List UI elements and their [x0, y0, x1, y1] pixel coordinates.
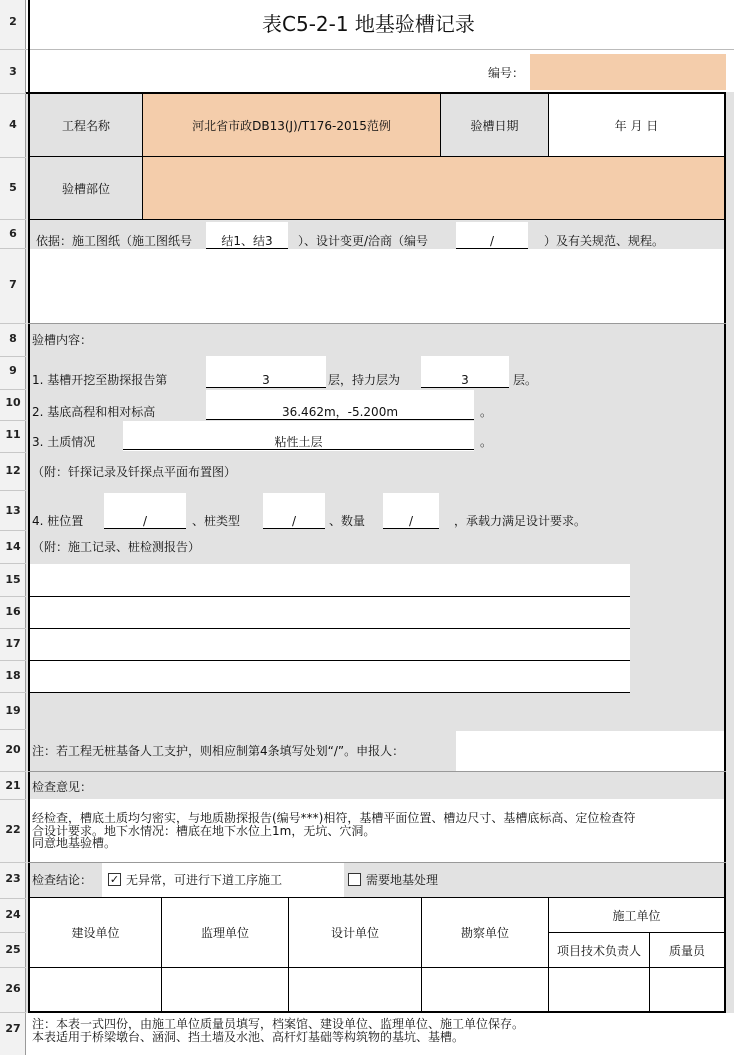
pile-type-field[interactable]: / [263, 514, 325, 529]
row-number[interactable]: 10 [5, 396, 21, 409]
elevation-field[interactable]: 36.462m，-5.200m [206, 405, 474, 420]
row-number[interactable]: 6 [9, 227, 17, 240]
bearing-layer-field[interactable]: 3 [421, 373, 509, 388]
row-number[interactable]: 25 [5, 943, 21, 956]
change-number-field[interactable]: / [456, 234, 528, 249]
opinion-line: 经检查，槽底土质均匀密实，与地质勘探报告(编号***)相符，基槽平面位置、槽边尺寸、基槽底标高、定位检查符 [32, 811, 636, 825]
project-name-label: 工程名称 [30, 94, 142, 156]
item1-prefix: 1. 基槽开挖至勘探报告第 [32, 373, 168, 387]
inspection-date-field[interactable]: 年 月 日 [549, 94, 724, 156]
location-field[interactable] [143, 157, 724, 219]
tech-lead-header: 项目技术负责人 [556, 943, 641, 958]
title-row [26, 0, 734, 49]
conclusion-label: 检查结论： [32, 873, 93, 887]
footer-note-line: 本表适用于桥梁墩台、涵洞、挡土墙及水池、高杆灯基础等构筑物的基坑、基槽。 [32, 1030, 465, 1044]
conclusion-ok-label: 无异常，可进行下道工序施工 [126, 873, 283, 887]
applicant-field[interactable] [456, 731, 724, 771]
row-number[interactable]: 17 [5, 637, 21, 650]
item1-mid: 层，持力层为 [328, 373, 401, 387]
project-name-field[interactable]: 河北省市政DB13(J)/T176-2015范例 [143, 94, 440, 156]
conclusion-treat-checkbox[interactable] [348, 873, 361, 886]
item4-prefix: 4. 桩位置 [32, 514, 84, 528]
item3-prefix: 3. 土质情况 [32, 435, 96, 449]
row-number[interactable]: 19 [5, 704, 21, 717]
row-number[interactable]: 7 [9, 278, 17, 291]
basis-note-area[interactable] [30, 249, 724, 323]
conclusion-ok-checkbox[interactable]: ✓ [109, 873, 120, 886]
opinion-area[interactable] [30, 799, 724, 862]
basis-suffix: ）及有关规范、规程。 [544, 234, 665, 248]
pile-quantity-field[interactable]: / [383, 514, 439, 529]
row-number[interactable]: 26 [5, 982, 21, 995]
item4-suffix: ，承载力满足设计要求。 [454, 514, 587, 528]
contractor-header: 施工单位 [612, 908, 661, 923]
worksheet [26, 0, 734, 1055]
row-number[interactable]: 16 [5, 605, 21, 618]
row-header-column [0, 0, 26, 1055]
basis-middle: ）、设计变更/洽商（编号 [298, 234, 429, 248]
row-number[interactable]: 21 [5, 779, 21, 792]
row-number[interactable]: 23 [5, 872, 21, 885]
basis-prefix: 依据：施工图纸（施工图纸号 [36, 234, 193, 248]
row-number[interactable]: 9 [9, 364, 17, 377]
row-number[interactable]: 8 [9, 332, 17, 345]
designer-header: 设计单位 [330, 926, 379, 940]
row-number[interactable]: 22 [5, 823, 21, 836]
row-number[interactable]: 18 [5, 669, 21, 682]
item3-suffix: 。 [480, 435, 493, 449]
footer-area [26, 1013, 734, 1055]
opinion-line: 合设计要求。地下水情况：槽底在地下水位上1m，无坑、穴洞。 [32, 824, 376, 838]
number-label: 编号： [488, 66, 525, 80]
row-number[interactable]: 5 [9, 181, 17, 194]
page-title: 表C5-2-1 地基验槽记录 [262, 12, 475, 36]
pile-position-field[interactable]: / [104, 514, 186, 529]
layer-field[interactable]: 3 [206, 373, 326, 388]
pile-qty-label: 、数量 [329, 514, 366, 528]
item2-suffix: 。 [480, 405, 493, 419]
row-number[interactable]: 15 [5, 573, 21, 586]
attachment-probe-note: （附：钎探记录及钎探点平面布置图） [32, 465, 237, 479]
row-number[interactable]: 12 [5, 464, 21, 477]
inspection-date-label: 验槽日期 [441, 94, 548, 156]
content-label: 验槽内容： [32, 333, 93, 347]
row-number[interactable]: 11 [5, 428, 21, 441]
row-number[interactable]: 2 [9, 15, 17, 28]
pile-type-label: 、桩类型 [192, 514, 241, 528]
supervisor-header: 监理单位 [200, 926, 249, 940]
surveyor-header: 勘察单位 [460, 926, 509, 940]
drawing-number-field[interactable]: 结1、结3 [206, 234, 288, 249]
location-label: 验槽部位 [30, 157, 142, 219]
opinion-line: 同意地基验槽。 [32, 836, 117, 850]
opinion-label: 检查意见： [32, 780, 93, 794]
attachment-pile-note: （附：施工记录、桩检测报告） [32, 540, 201, 554]
conclusion-treat-label: 需要地基处理 [366, 873, 439, 887]
row-number[interactable]: 14 [5, 540, 21, 553]
row-number[interactable]: 13 [5, 504, 21, 517]
owner-header: 建设单位 [71, 926, 120, 940]
item2-prefix: 2. 基底高程和相对标高 [32, 405, 156, 419]
applicant-note: 注：若工程无桩基备人工支护，则相应制第4条填写处划“/”。申报人： [32, 744, 405, 758]
row-number[interactable]: 3 [9, 65, 17, 78]
footer-note-line: 注：本表一式四份，由施工单位质量员填写，档案馆、建设单位、监理单位、施工单位保存。 [32, 1017, 525, 1031]
number-row [26, 50, 734, 92]
number-field[interactable] [530, 54, 726, 90]
qc-header: 质量员 [668, 943, 705, 958]
soil-condition-field[interactable]: 粘性土层 [123, 435, 474, 450]
row-number[interactable]: 27 [5, 1022, 21, 1035]
row-number[interactable]: 4 [9, 118, 17, 131]
row-number[interactable]: 24 [5, 908, 21, 921]
row-number[interactable]: 20 [5, 743, 21, 756]
item1-suffix: 层。 [513, 373, 538, 387]
